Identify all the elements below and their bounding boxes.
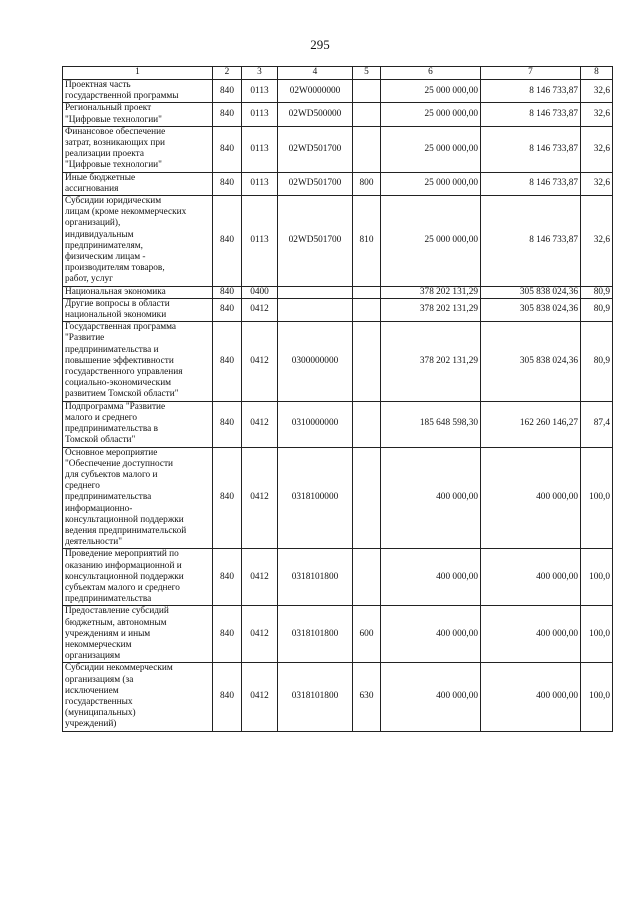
table-row [63,549,613,606]
table-row [63,172,613,195]
row-planned-amount: 400 000,00 [381,549,481,606]
row-expense-type [353,286,381,298]
budget-table [62,66,613,732]
row-planned-amount: 378 202 131,29 [381,322,481,401]
row-expense-type [353,322,381,401]
header-col-1: 1 [63,67,213,80]
row-admin-code: 840 [213,103,242,126]
row-admin-code: 840 [213,80,242,103]
row-percent: 32,6 [581,80,613,103]
table-row [63,322,613,401]
row-executed-amount: 8 146 733,87 [481,80,581,103]
row-name: Национальная экономика [63,286,213,298]
row-admin-code: 840 [213,549,242,606]
row-percent: 100,0 [581,447,613,549]
row-section-code: 0412 [242,322,278,401]
row-expense-type [353,401,381,447]
row-name: Государственная программа "Развитие предпринимательства и повышение эффективности государственного управления социально-экономическим развитием Томской области" [63,322,213,401]
row-executed-amount: 8 146 733,87 [481,172,581,195]
row-executed-amount: 400 000,00 [481,663,581,731]
row-percent: 100,0 [581,606,613,663]
row-name: Региональный проект "Цифровые технологии" [63,103,213,126]
table-row [63,103,613,126]
row-planned-amount: 400 000,00 [381,606,481,663]
row-executed-amount: 305 838 024,36 [481,322,581,401]
row-expense-type: 800 [353,172,381,195]
row-executed-amount: 400 000,00 [481,447,581,549]
row-expense-type: 630 [353,663,381,731]
row-percent: 80,9 [581,286,613,298]
row-name: Подпрограмма "Развитие малого и среднего предпринимательства в Томской области" [63,401,213,447]
row-target-code: 02WD501700 [278,172,353,195]
row-name: Субсидии юридическим лицам (кроме некоммерческих организаций), индивидуальным предпринимателям, физическим лицам - производителям товаров, работ, услуг [63,196,213,287]
row-admin-code: 840 [213,298,242,321]
row-section-code: 0113 [242,80,278,103]
row-section-code: 0113 [242,196,278,287]
row-name: Субсидии некоммерческим организациям (за исключением государственных (муниципальных) учреждений) [63,663,213,731]
row-target-code: 0300000000 [278,322,353,401]
header-row [63,67,613,80]
row-percent: 100,0 [581,549,613,606]
row-admin-code: 840 [213,322,242,401]
row-percent: 32,6 [581,196,613,287]
row-target-code: 02WD500000 [278,103,353,126]
row-section-code: 0113 [242,172,278,195]
row-section-code: 0412 [242,298,278,321]
row-expense-type [353,126,381,172]
header-col-2: 2 [213,67,242,80]
row-target-code: 0310000000 [278,401,353,447]
row-target-code: 0318101800 [278,549,353,606]
row-target-code: 02W0000000 [278,80,353,103]
header-col-6: 6 [381,67,481,80]
row-name: Предоставление субсидий бюджетным, автономным учреждениям и иным некоммерческим организациям [63,606,213,663]
row-percent: 32,6 [581,126,613,172]
row-target-code: 0318101800 [278,663,353,731]
row-executed-amount: 8 146 733,87 [481,126,581,172]
row-section-code: 0113 [242,126,278,172]
row-admin-code: 840 [213,196,242,287]
row-planned-amount: 25 000 000,00 [381,80,481,103]
row-expense-type [353,103,381,126]
row-target-code: 0318100000 [278,447,353,549]
row-section-code: 0412 [242,606,278,663]
header-col-5: 5 [353,67,381,80]
header-col-8: 8 [581,67,613,80]
row-name: Проектная часть государственной программы [63,80,213,103]
row-admin-code: 840 [213,286,242,298]
table-body [63,80,613,732]
row-admin-code: 840 [213,447,242,549]
row-planned-amount: 25 000 000,00 [381,172,481,195]
row-expense-type: 600 [353,606,381,663]
row-admin-code: 840 [213,172,242,195]
row-name: Проведение мероприятий по оказанию информационной и консультационной поддержки субъектам малого и среднего предпринимательства [63,549,213,606]
row-expense-type [353,80,381,103]
row-executed-amount: 305 838 024,36 [481,298,581,321]
row-section-code: 0412 [242,401,278,447]
row-admin-code: 840 [213,663,242,731]
row-planned-amount: 400 000,00 [381,663,481,731]
row-target-code: 02WD501700 [278,126,353,172]
row-name: Другие вопросы в области национальной экономики [63,298,213,321]
page-number: 295 [310,37,330,52]
row-name: Основное мероприятие "Обеспечение доступности для субъектов малого и среднего предпринимательства информационно- консультационной поддержки ведения предпринимательской деятельности" [63,447,213,549]
row-expense-type [353,447,381,549]
row-planned-amount: 378 202 131,29 [381,286,481,298]
row-admin-code: 840 [213,606,242,663]
row-percent: 32,6 [581,103,613,126]
row-expense-type: 810 [353,196,381,287]
row-percent: 80,9 [581,322,613,401]
row-section-code: 0400 [242,286,278,298]
row-executed-amount: 8 146 733,87 [481,103,581,126]
row-executed-amount: 8 146 733,87 [481,196,581,287]
row-planned-amount: 400 000,00 [381,447,481,549]
row-target-code: 0318101800 [278,606,353,663]
row-expense-type [353,298,381,321]
row-executed-amount: 400 000,00 [481,549,581,606]
row-percent: 80,9 [581,298,613,321]
row-planned-amount: 185 648 598,30 [381,401,481,447]
row-section-code: 0113 [242,103,278,126]
row-percent: 32,6 [581,172,613,195]
row-target-code [278,298,353,321]
table-row [63,663,613,731]
row-executed-amount: 400 000,00 [481,606,581,663]
table-row [63,196,613,287]
row-admin-code: 840 [213,401,242,447]
header-col-7: 7 [481,67,581,80]
table-row [63,606,613,663]
row-percent: 100,0 [581,663,613,731]
row-executed-amount: 305 838 024,36 [481,286,581,298]
table-row [63,401,613,447]
table-row [63,126,613,172]
row-executed-amount: 162 260 146,27 [481,401,581,447]
row-admin-code: 840 [213,126,242,172]
row-planned-amount: 25 000 000,00 [381,126,481,172]
row-section-code: 0412 [242,549,278,606]
row-percent: 87,4 [581,401,613,447]
row-section-code: 0412 [242,663,278,731]
row-expense-type [353,549,381,606]
table-row [63,447,613,549]
row-target-code [278,286,353,298]
row-name: Иные бюджетные ассигнования [63,172,213,195]
row-planned-amount: 25 000 000,00 [381,196,481,287]
row-planned-amount: 378 202 131,29 [381,298,481,321]
row-target-code: 02WD501700 [278,196,353,287]
header-col-4: 4 [278,67,353,80]
table-row [63,298,613,321]
row-name: Финансовое обеспечение затрат, возникающих при реализации проекта "Цифровые технологии" [63,126,213,172]
header-col-3: 3 [242,67,278,80]
row-section-code: 0412 [242,447,278,549]
row-planned-amount: 25 000 000,00 [381,103,481,126]
table-row [63,80,613,103]
table-row [63,286,613,298]
